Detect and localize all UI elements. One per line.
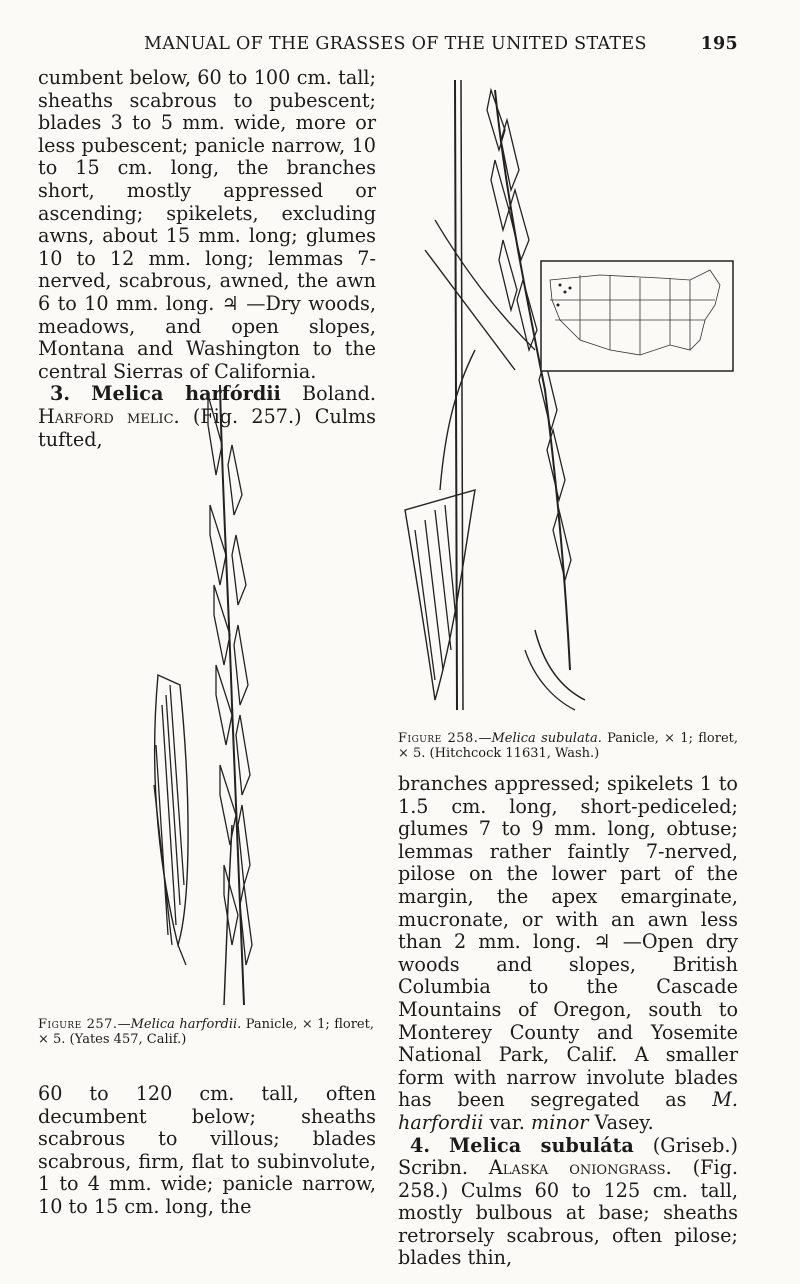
- paragraph-species2-end: [38, 67, 376, 383]
- text-run: var.: [489, 1110, 525, 1134]
- text-run: branches appressed; spikelets 1 to 1.5 cm. long, short-pediceled; glumes 7 to 9 mm. long, obtuse; lemmas rather faintly 7-nerved, pilose on the lower part of the margin, the apex emarginate, mucronate, or with an awn less than 2 mm. long.: [398, 772, 738, 954]
- figure-caption-text: Panicle, × 1; floret, × 5. (Yates 457, Calif.): [38, 1017, 374, 1047]
- us-distribution-map-inset: [540, 260, 734, 372]
- perennial-symbol: ♃: [593, 930, 611, 954]
- text-run: cumbent below, 60 to 100 cm. tall; sheaths scabrous to pubescent; blades 3 to 5 mm. wide, more or less pubescent; panicle narrow, 10 to 15 cm. long, the branches short, mostly appressed or ascending; spikelets, excluding awns, about 15 mm. long; glumes 10 to 12 mm. long; lemmas 7-nerved, scabrous, awned, the awn 6 to 10 mm. long.: [38, 66, 376, 315]
- text-run: —Open dry woods and slopes, British Columbia to the Cascade Mountains of Oregon, south to Monterey County and Yosemite National Park, Calif. A smaller form with narrow involute blades has been segregated as: [398, 930, 739, 1112]
- figure-species-name: Melica subulata.: [491, 731, 602, 746]
- paragraph-species3-continued: 60 to 120 cm. tall, often decumbent below; sheaths scabrous to villous; blades scabrous, firm, flat to subinvolute, 1 to 4 mm. wide; panicle narrow, 10 to 15 cm. long, the: [38, 1082, 376, 1218]
- left-column-bottom-text: [38, 1083, 376, 1219]
- running-header: [0, 34, 800, 60]
- common-name: Harford melic.: [38, 404, 180, 428]
- species-number: 4.: [410, 1133, 431, 1157]
- paragraph-species3-description: [398, 773, 738, 1135]
- paragraph-species4-start: [398, 1135, 738, 1271]
- figure-258-caption: Figure 258.—Melica subulata. Panicle, × 1; floret, × 5. (Hitchcock 11631, Wash.): [398, 731, 738, 761]
- species-number: 3.: [50, 382, 71, 406]
- right-column-text: [398, 773, 738, 1270]
- variety-name-italic: minor: [531, 1110, 589, 1134]
- text-run: (Fig. 258.) Culms 60 to 125 cm. tall, mostly bulbous at base; sheaths retrorsely scabrous, often pilose; blades thin,: [398, 1156, 738, 1270]
- figure-257-caption: Figure 257.—Melica harfordii. Panicle, × 1; floret, × 5. (Yates 457, Calif.): [38, 1017, 374, 1047]
- running-title: MANUAL OF THE GRASSES OF THE UNITED STATES: [144, 34, 647, 54]
- figure-label: Figure 257.: [38, 1017, 118, 1032]
- perennial-symbol: ♃: [221, 291, 239, 315]
- figure-caption-text: Panicle, × 1; floret, × 5. (Hitchcock 11631, Wash.): [398, 731, 738, 761]
- figure-258-illustration: [395, 70, 595, 720]
- species-name: Melica subuláta: [449, 1133, 634, 1157]
- species-author: (Griseb.) Scribn.: [398, 1133, 738, 1180]
- common-name: Alaska oniongrass.: [488, 1156, 672, 1180]
- figure-species-name: Melica harfordii.: [130, 1017, 242, 1032]
- species-name: Melica harfórdii: [91, 382, 281, 406]
- figure-257-illustration: [150, 385, 270, 1013]
- text-run: Vasey.: [594, 1110, 654, 1134]
- text-run: —Dry woods, meadows, and open slopes, Montana and Washington to the central Sierras of California.: [38, 291, 376, 383]
- figure-label: Figure 258.: [398, 731, 479, 746]
- species-name-italic: M. harfordii: [398, 1088, 738, 1134]
- page-number: 195: [700, 34, 738, 54]
- text-run: (Fig. 257.) Culms tufted,: [38, 404, 376, 451]
- species-author: Boland.: [302, 382, 377, 406]
